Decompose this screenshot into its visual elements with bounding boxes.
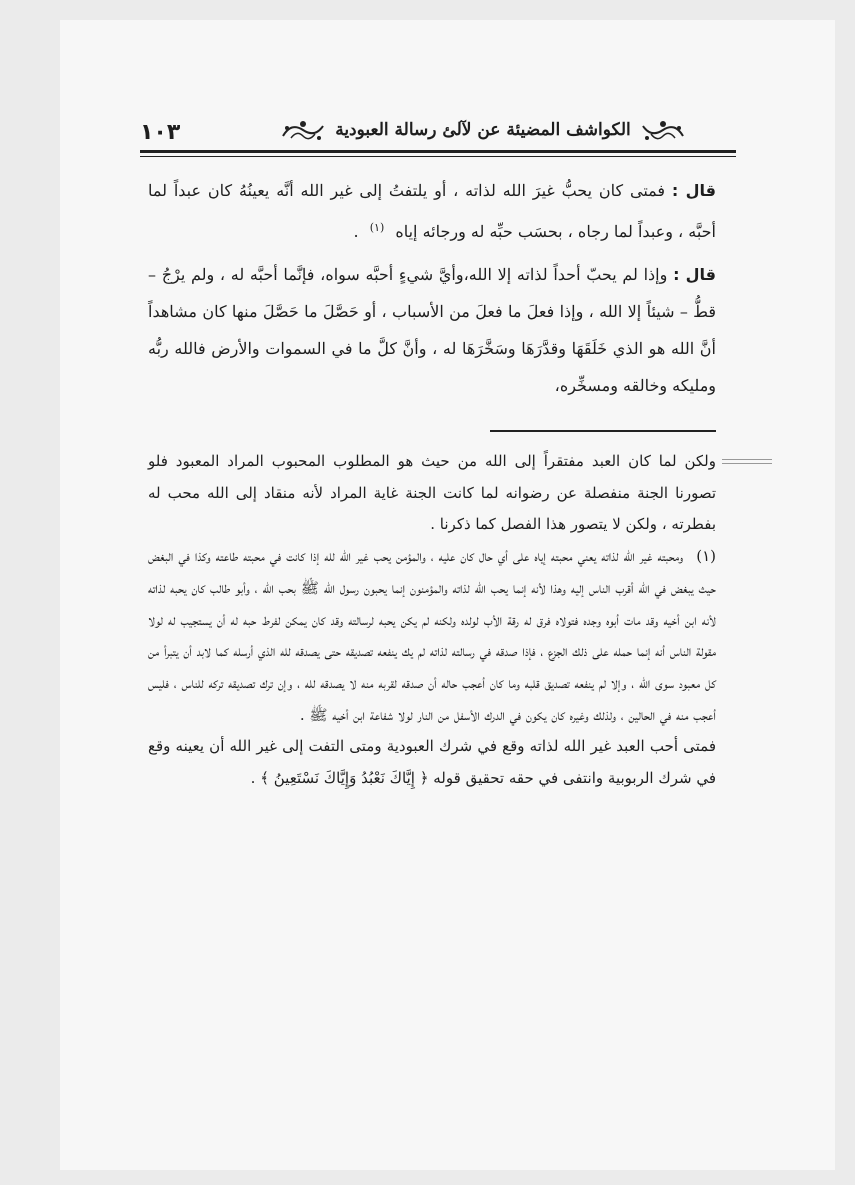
- page-number: ١٠٣: [140, 120, 181, 145]
- main-paragraph: [148, 256, 716, 404]
- header-rule-thin: [140, 156, 736, 157]
- footnote-text: ومحبته غير الله لذاته يعني محبته إياه على أي حال كان عليه ، والمؤمن يحب غير الله لله إذا كانت في محبته طاعته وكذا في البغض حيث يبغض في الله أقرب الناس إليه وهذا لأنه إنما يحب الله لذاته والمؤمنون إنما يحبون رسول الله ﷺ بحب الله ، وأبو طالب كان يحبه لذاته لأنه ابن أخيه وقد مات أبوه وجده فتولاه فرق له رقة الأب لولده ولكنه لم يكن يحبه لرسالته وقد كان يمكن لفرط حبه له أن يستجيب له لولا مقولة الناس أنه إنما حمله على ذلك الجزع ، فإذا صدقه في رسالته لذاته لم يك ينفعه تصديقه حتى يصدقه لله الذي أرسله كما لابد أن يتبرأ من كل معبود سوى الله ، وإلا لم ينفعه تصديق قلبه وما كان أعجب حاله أن صدقه لقربه منه لا يصدقه لله ، وإن ترك تصديقه تركه للناس ، فليس أعجب منه في الحالين ، ولذلك وغيره كان يكون في الدرك الأسفل من النار لولا شفاعة ابن أخيه ﷺ .: [148, 547, 716, 724]
- margin-mark: [722, 459, 772, 460]
- left-ornament-icon: [281, 116, 325, 144]
- header-title-group: [248, 112, 718, 148]
- footnote-closing: فمتى أحب العبد غير الله لذاته وقع في شرك العبودية ومتى التفت إلى غير الله أن يعينه وقع في شرك الربوبية وانتفى في حقه تحقيق قوله ﴿ إِيَّاكَ نَعْبُدُ وَإِيَّاكَ نَسْتَعِينُ ﴾ .: [148, 737, 716, 788]
- footnote-1: [148, 541, 716, 731]
- paragraph-text: فمتى كان يحبُّ غيرَ الله لذاته ، أو يلتفتُ إلى غير الله أنَّه يعينُهُ كان عبداً لما أحبَّه ، وعبداً لما رجاه ، بحسَب حبِّه له ورجائه إياه: [148, 181, 716, 241]
- right-ornament-icon: [641, 116, 685, 144]
- margin-mark: [722, 463, 772, 464]
- footnote-number: (١): [696, 547, 716, 566]
- qal-label: قال :: [673, 265, 717, 284]
- header-rule: [140, 150, 736, 153]
- running-header: [140, 112, 736, 162]
- footnote-intro: ولكن لما كان العبد مفتقراً إلى الله من حيث هو المطلوب المحبوب المراد المعبود فلو تصورنا الجنة منفصلة عن رضوانه لما كانت الجنة غاية المراد لأنه منقاد إلى الله محب له بفطرته ، ولكن لا يتصور هذا الفصل كما ذكرنا .: [148, 452, 716, 534]
- header-title: الكواشف المضيئة عن لآلئ رسالة العبودية: [335, 120, 631, 140]
- footnote-separator: [490, 430, 716, 432]
- paragraph-end: .: [353, 222, 359, 241]
- qal-label: قال :: [671, 181, 717, 200]
- paragraph-text: وإذا لم يحبّ أحداً لذاته إلا الله،وأيَّ شيءٍ أحبَّه سواه، فإنَّما أحبَّه له ، ولم يرْجُ – قطُّ – شيئاً إلا الله ، وإذا فعلَ ما فعلَ من الأسباب ، أو حَصَّلَ ما حَصَّلَ منها كان مشاهداً أنَّ الله هو الذي خَلَقَهَا وقدَّرَهَا وسَخَّرَهَا له ، وأنَّ كلَّ ما في السموات والأرض فالله ربُّه ومليكه وخالقه ومسخِّره،: [148, 265, 717, 395]
- footnotes: [148, 446, 716, 795]
- main-text: [148, 172, 716, 410]
- footnote-reference: (١): [369, 221, 385, 234]
- main-paragraph: [148, 172, 716, 250]
